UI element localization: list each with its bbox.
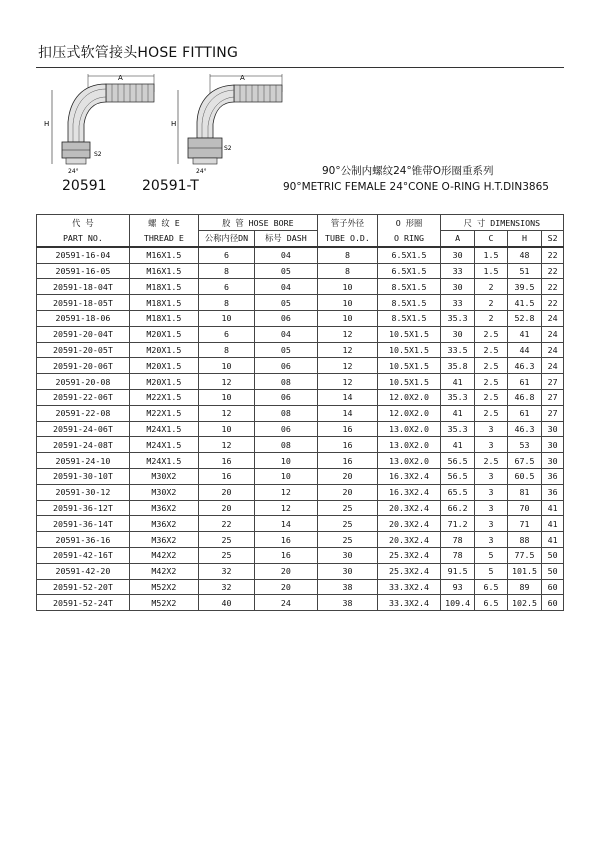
cell-dim-c: 2.5: [475, 326, 507, 342]
cell-thread: M20X1.5: [129, 326, 198, 342]
cell-dim-h: 48: [507, 247, 542, 263]
cell-o-ring: 8.5X1.5: [378, 279, 441, 295]
cell-dim-h: 46.3: [507, 358, 542, 374]
cell-dn: 32: [198, 563, 254, 579]
cell-dim-h: 61: [507, 405, 542, 421]
cell-dim-c: 2.5: [475, 453, 507, 469]
cell-dim-c: 2.5: [475, 374, 507, 390]
cell-dn: 22: [198, 516, 254, 532]
cell-dim-h: 46.8: [507, 389, 542, 405]
cell-dn: 20: [198, 484, 254, 500]
cell-dim-s2: 50: [542, 547, 564, 563]
cell-o-ring: 10.5X1.5: [378, 374, 441, 390]
cell-dim-s2: 30: [542, 421, 564, 437]
cell-tube-od: 10: [317, 279, 377, 295]
table-row: [37, 500, 564, 516]
cell-o-ring: 12.0X2.0: [378, 389, 441, 405]
header-dim-h: H: [507, 231, 542, 247]
cell-o-ring: 6.5X1.5: [378, 263, 441, 279]
table-row: [37, 389, 564, 405]
cell-dim-c: 3: [475, 421, 507, 437]
cell-dim-h: 61: [507, 374, 542, 390]
cell-dim-a: 35.3: [440, 389, 475, 405]
cell-dim-a: 35.3: [440, 310, 475, 326]
cell-dim-c: 3: [475, 500, 507, 516]
cell-part-no: 20591-18-04T: [37, 279, 130, 295]
cell-part-no: 20591-36-12T: [37, 500, 130, 516]
cell-tube-od: 14: [317, 405, 377, 421]
table-row: [37, 295, 564, 311]
cell-dim-a: 71.2: [440, 516, 475, 532]
cell-dash: 08: [255, 405, 318, 421]
cell-part-no: 20591-24-06T: [37, 421, 130, 437]
header-o-ring-cn: O 形圈: [378, 215, 441, 231]
cell-dim-h: 81: [507, 484, 542, 500]
cell-part-no: 20591-18-06: [37, 310, 130, 326]
cell-dim-h: 41.5: [507, 295, 542, 311]
cell-dim-s2: 41: [542, 516, 564, 532]
cell-thread: M24X1.5: [129, 437, 198, 453]
cell-dn: 8: [198, 342, 254, 358]
cell-dim-a: 30: [440, 247, 475, 263]
cell-dim-s2: 30: [542, 453, 564, 469]
cell-tube-od: 30: [317, 563, 377, 579]
cell-tube-od: 10: [317, 310, 377, 326]
cell-tube-od: 12: [317, 342, 377, 358]
cell-dim-s2: 41: [542, 500, 564, 516]
cell-tube-od: 30: [317, 547, 377, 563]
cell-thread: M52X2: [129, 595, 198, 611]
cell-part-no: 20591-20-04T: [37, 326, 130, 342]
cell-dim-s2: 60: [542, 579, 564, 595]
cell-dash: 14: [255, 516, 318, 532]
cell-o-ring: 20.3X2.4: [378, 516, 441, 532]
cell-o-ring: 13.0X2.0: [378, 437, 441, 453]
table-row: [37, 468, 564, 484]
table-row: [37, 279, 564, 295]
cell-dim-h: 70: [507, 500, 542, 516]
cell-o-ring: 16.3X2.4: [378, 484, 441, 500]
cell-part-no: 20591-36-16: [37, 532, 130, 548]
cell-dim-s2: 22: [542, 247, 564, 263]
cell-dim-h: 44: [507, 342, 542, 358]
cell-dim-c: 2.5: [475, 405, 507, 421]
cell-dim-s2: 22: [542, 295, 564, 311]
cell-dash: 08: [255, 437, 318, 453]
header-thread: THREAD E: [129, 231, 198, 247]
cell-o-ring: 20.3X2.4: [378, 500, 441, 516]
cell-dim-h: 52.8: [507, 310, 542, 326]
dim-a-label: A: [118, 74, 123, 82]
cell-dim-a: 56.5: [440, 468, 475, 484]
cell-o-ring: 8.5X1.5: [378, 295, 441, 311]
cell-dim-a: 33: [440, 295, 475, 311]
cell-dim-a: 78: [440, 547, 475, 563]
cone-angle-label: 24°: [68, 168, 79, 175]
cell-dash: 08: [255, 374, 318, 390]
cell-dim-s2: 24: [542, 358, 564, 374]
cell-dim-a: 30: [440, 279, 475, 295]
cell-thread: M52X2: [129, 579, 198, 595]
spec-table-body: [37, 247, 564, 611]
cell-dim-h: 51: [507, 263, 542, 279]
cell-dash: 16: [255, 532, 318, 548]
cell-dash: 12: [255, 484, 318, 500]
table-row: [37, 421, 564, 437]
cell-dim-h: 89: [507, 579, 542, 595]
cell-thread: M22X1.5: [129, 405, 198, 421]
header-dimensions: 尺 寸 DIMENSIONS: [440, 215, 563, 231]
cell-tube-od: 16: [317, 453, 377, 469]
cell-dim-c: 6.5: [475, 595, 507, 611]
series-title-en: 90°METRIC FEMALE 24°CONE O-RING H.T.DIN3865: [283, 181, 549, 193]
drawing-code-20591-t: 20591-T: [142, 178, 199, 194]
cell-dn: 6: [198, 279, 254, 295]
cell-tube-od: 20: [317, 484, 377, 500]
cell-dim-s2: 22: [542, 263, 564, 279]
dim-h-label: H: [44, 120, 50, 128]
cell-dn: 12: [198, 405, 254, 421]
cell-dim-s2: 36: [542, 484, 564, 500]
cell-dash: 12: [255, 500, 318, 516]
cell-dn: 8: [198, 295, 254, 311]
cell-dim-h: 46.3: [507, 421, 542, 437]
cell-dim-a: 65.5: [440, 484, 475, 500]
header-part-no-cn: 代 号: [37, 215, 130, 231]
cell-o-ring: 8.5X1.5: [378, 310, 441, 326]
cell-dim-s2: 36: [542, 468, 564, 484]
cell-o-ring: 10.5X1.5: [378, 358, 441, 374]
cell-dim-s2: 41: [542, 532, 564, 548]
table-row: [37, 532, 564, 548]
cell-dim-a: 41: [440, 374, 475, 390]
series-title-cn: 90°公制内螺纹24°锥带O形圈重系列: [322, 165, 494, 177]
cell-part-no: 20591-30-12: [37, 484, 130, 500]
cell-part-no: 20591-16-05: [37, 263, 130, 279]
cell-part-no: 20591-20-08: [37, 374, 130, 390]
cell-dash: 06: [255, 421, 318, 437]
cell-thread: M24X1.5: [129, 453, 198, 469]
cell-o-ring: 12.0X2.0: [378, 405, 441, 421]
cell-tube-od: 16: [317, 421, 377, 437]
cell-thread: M24X1.5: [129, 421, 198, 437]
cell-dim-c: 5: [475, 547, 507, 563]
cell-dim-c: 2.5: [475, 358, 507, 374]
cell-dim-h: 77.5: [507, 547, 542, 563]
cell-dn: 10: [198, 358, 254, 374]
cell-part-no: 20591-16-04: [37, 247, 130, 263]
cell-dash: 05: [255, 342, 318, 358]
cell-dn: 6: [198, 247, 254, 263]
title-divider: [36, 67, 564, 68]
cell-thread: M42X2: [129, 547, 198, 563]
cell-dim-s2: 30: [542, 437, 564, 453]
cell-thread: M36X2: [129, 532, 198, 548]
cell-part-no: 20591-20-06T: [37, 358, 130, 374]
cell-thread: M42X2: [129, 563, 198, 579]
cell-dash: 06: [255, 358, 318, 374]
cell-dn: 20: [198, 500, 254, 516]
cell-dim-c: 5: [475, 563, 507, 579]
table-row: [37, 326, 564, 342]
table-row: [37, 563, 564, 579]
cell-dim-h: 88: [507, 532, 542, 548]
cell-dim-h: 39.5: [507, 279, 542, 295]
header-tube-od: TUBE O.D.: [317, 231, 377, 247]
table-row: [37, 263, 564, 279]
cell-thread: M16X1.5: [129, 263, 198, 279]
cell-dim-c: 3: [475, 468, 507, 484]
cell-dim-a: 30: [440, 326, 475, 342]
cell-part-no: 20591-22-08: [37, 405, 130, 421]
cell-part-no: 20591-52-24T: [37, 595, 130, 611]
cone-angle-label: 24°: [196, 168, 207, 175]
cell-tube-od: 14: [317, 389, 377, 405]
cell-part-no: 20591-42-20: [37, 563, 130, 579]
cell-dash: 05: [255, 263, 318, 279]
cell-dn: 16: [198, 453, 254, 469]
cell-tube-od: 10: [317, 295, 377, 311]
cell-dim-c: 3: [475, 437, 507, 453]
cell-dim-a: 78: [440, 532, 475, 548]
cell-dim-a: 41: [440, 405, 475, 421]
cell-dim-a: 35.3: [440, 421, 475, 437]
table-row: [37, 547, 564, 563]
table-row: [37, 516, 564, 532]
cell-dash: 05: [255, 295, 318, 311]
cell-o-ring: 33.3X2.4: [378, 595, 441, 611]
cell-tube-od: 12: [317, 374, 377, 390]
cell-dash: 16: [255, 547, 318, 563]
table-row: [37, 405, 564, 421]
cell-part-no: 20591-30-10T: [37, 468, 130, 484]
fitting-drawing-20591-t: [170, 70, 300, 178]
cell-o-ring: 16.3X2.4: [378, 468, 441, 484]
header-dn: 公称内径DN: [198, 231, 254, 247]
cell-dim-h: 53: [507, 437, 542, 453]
header-dash: 标号 DASH: [255, 231, 318, 247]
cell-dim-c: 3: [475, 516, 507, 532]
cell-dim-a: 33: [440, 263, 475, 279]
cell-thread: M36X2: [129, 516, 198, 532]
cell-tube-od: 20: [317, 468, 377, 484]
cell-o-ring: 33.3X2.4: [378, 579, 441, 595]
cell-dn: 12: [198, 374, 254, 390]
cell-dn: 6: [198, 326, 254, 342]
drawing-code-20591: 20591: [62, 178, 107, 194]
cell-o-ring: 13.0X2.0: [378, 421, 441, 437]
cell-dim-s2: 50: [542, 563, 564, 579]
cell-dim-c: 3: [475, 484, 507, 500]
cell-dim-s2: 27: [542, 389, 564, 405]
cell-thread: M22X1.5: [129, 389, 198, 405]
cell-tube-od: 38: [317, 595, 377, 611]
header-dim-c: C: [475, 231, 507, 247]
table-row: [37, 453, 564, 469]
table-row: [37, 358, 564, 374]
cell-dn: 12: [198, 437, 254, 453]
cell-dim-c: 2: [475, 310, 507, 326]
cell-dash: 04: [255, 326, 318, 342]
cell-part-no: 20591-18-05T: [37, 295, 130, 311]
cell-dn: 10: [198, 421, 254, 437]
cell-tube-od: 12: [317, 358, 377, 374]
table-row: [37, 374, 564, 390]
header-part-no: PART NO.: [37, 231, 130, 247]
cell-o-ring: 20.3X2.4: [378, 532, 441, 548]
cell-part-no: 20591-24-10: [37, 453, 130, 469]
cell-tube-od: 38: [317, 579, 377, 595]
cell-part-no: 20591-42-16T: [37, 547, 130, 563]
dim-s2-label: S2: [94, 151, 102, 158]
cell-tube-od: 8: [317, 247, 377, 263]
cell-dim-a: 91.5: [440, 563, 475, 579]
cell-dim-s2: 27: [542, 405, 564, 421]
cell-dim-c: 2: [475, 279, 507, 295]
cell-dn: 8: [198, 263, 254, 279]
cell-dim-h: 60.5: [507, 468, 542, 484]
dim-a-label: A: [240, 74, 245, 82]
cell-thread: M30X2: [129, 468, 198, 484]
cell-dim-a: 109.4: [440, 595, 475, 611]
cell-dim-h: 102.5: [507, 595, 542, 611]
cell-part-no: 20591-52-20T: [37, 579, 130, 595]
header-dim-s2: S2: [542, 231, 564, 247]
cell-dim-c: 1.5: [475, 247, 507, 263]
cell-dn: 25: [198, 532, 254, 548]
cell-thread: M30X2: [129, 484, 198, 500]
cell-tube-od: 8: [317, 263, 377, 279]
page-title: 扣压式软管接头HOSE FITTING: [38, 45, 239, 61]
cell-dn: 40: [198, 595, 254, 611]
table-row: [37, 342, 564, 358]
cell-dn: 16: [198, 468, 254, 484]
table-row: [37, 579, 564, 595]
cell-dim-h: 41: [507, 326, 542, 342]
cell-dim-s2: 60: [542, 595, 564, 611]
cell-dim-c: 1.5: [475, 263, 507, 279]
cell-thread: M16X1.5: [129, 247, 198, 263]
cell-o-ring: 10.5X1.5: [378, 342, 441, 358]
cell-thread: M36X2: [129, 500, 198, 516]
cell-dash: 20: [255, 579, 318, 595]
cell-dim-h: 67.5: [507, 453, 542, 469]
table-row: [37, 595, 564, 611]
cell-part-no: 20591-24-08T: [37, 437, 130, 453]
cell-o-ring: 25.3X2.4: [378, 547, 441, 563]
cell-thread: M20X1.5: [129, 374, 198, 390]
header-dim-a: A: [440, 231, 475, 247]
cell-dim-a: 66.2: [440, 500, 475, 516]
dim-s2-label: S2: [224, 145, 232, 152]
spec-table: [36, 214, 564, 611]
cell-dim-s2: 24: [542, 342, 564, 358]
cell-dash: 10: [255, 453, 318, 469]
cell-dash: 06: [255, 389, 318, 405]
cell-thread: M20X1.5: [129, 342, 198, 358]
cell-dn: 32: [198, 579, 254, 595]
cell-o-ring: 10.5X1.5: [378, 326, 441, 342]
cell-dim-a: 35.8: [440, 358, 475, 374]
cell-dn: 25: [198, 547, 254, 563]
cell-o-ring: 25.3X2.4: [378, 563, 441, 579]
cell-dim-a: 56.5: [440, 453, 475, 469]
header-tube-od-cn: 管子外径: [317, 215, 377, 231]
cell-dim-a: 41: [440, 437, 475, 453]
table-row: [37, 247, 564, 263]
header-o-ring: O RING: [378, 231, 441, 247]
table-row: [37, 437, 564, 453]
cell-part-no: 20591-22-06T: [37, 389, 130, 405]
cell-dash: 06: [255, 310, 318, 326]
cell-dim-c: 3: [475, 532, 507, 548]
cell-part-no: 20591-36-14T: [37, 516, 130, 532]
cell-tube-od: 25: [317, 516, 377, 532]
cell-tube-od: 12: [317, 326, 377, 342]
cell-dash: 10: [255, 468, 318, 484]
header-hose-bore: 胶 管 HOSE BORE: [198, 215, 317, 231]
cell-thread: M20X1.5: [129, 358, 198, 374]
fitting-drawing-20591: [40, 70, 170, 178]
cell-o-ring: 6.5X1.5: [378, 247, 441, 263]
cell-dim-a: 93: [440, 579, 475, 595]
cell-dim-c: 2: [475, 295, 507, 311]
cell-dash: 20: [255, 563, 318, 579]
cell-part-no: 20591-20-05T: [37, 342, 130, 358]
cell-dim-c: 2.5: [475, 342, 507, 358]
cell-thread: M18X1.5: [129, 279, 198, 295]
cell-dim-h: 101.5: [507, 563, 542, 579]
table-row: [37, 484, 564, 500]
cell-dash: 04: [255, 247, 318, 263]
cell-dash: 04: [255, 279, 318, 295]
cell-dash: 24: [255, 595, 318, 611]
cell-dn: 10: [198, 389, 254, 405]
cell-dim-c: 2.5: [475, 389, 507, 405]
cell-tube-od: 25: [317, 532, 377, 548]
dim-h-label: H: [171, 120, 177, 128]
cell-dim-s2: 24: [542, 310, 564, 326]
cell-dim-s2: 22: [542, 279, 564, 295]
table-row: [37, 310, 564, 326]
cell-dn: 10: [198, 310, 254, 326]
cell-tube-od: 16: [317, 437, 377, 453]
cell-o-ring: 13.0X2.0: [378, 453, 441, 469]
cell-thread: M18X1.5: [129, 295, 198, 311]
cell-dim-s2: 24: [542, 326, 564, 342]
cell-dim-s2: 27: [542, 374, 564, 390]
cell-tube-od: 25: [317, 500, 377, 516]
cell-dim-c: 6.5: [475, 579, 507, 595]
cell-thread: M18X1.5: [129, 310, 198, 326]
header-thread-cn: 螺 纹 E: [129, 215, 198, 231]
cell-dim-h: 71: [507, 516, 542, 532]
cell-dim-a: 33.5: [440, 342, 475, 358]
